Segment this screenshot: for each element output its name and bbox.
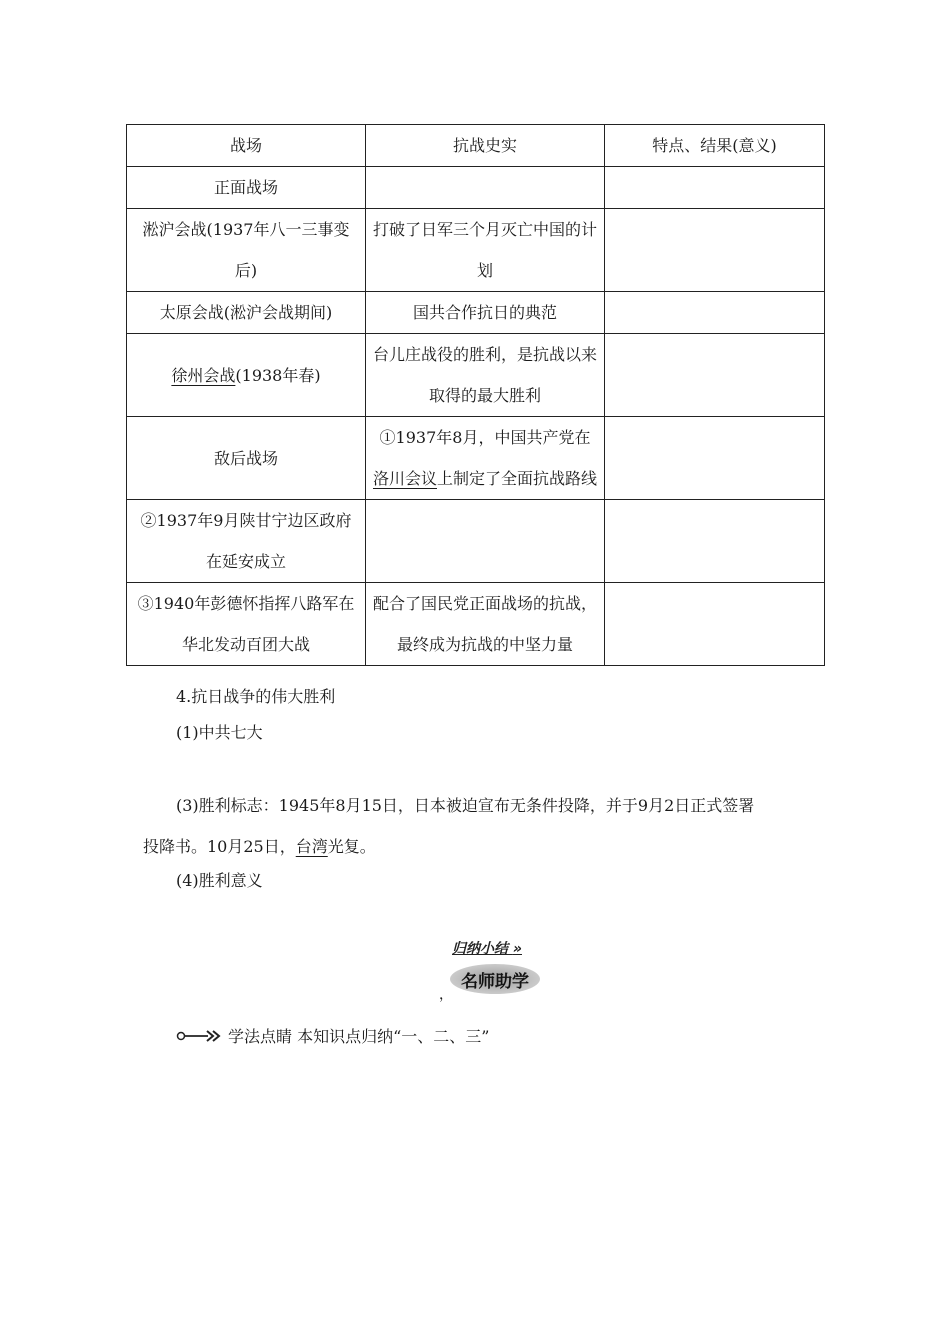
table-cell: 太原会战(淞沪会战期间) bbox=[127, 292, 366, 334]
header-cell: 抗战史实 bbox=[366, 125, 605, 167]
table-cell bbox=[366, 417, 605, 500]
section-item-3-line1: (3)胜利标志：1945年8月15日，日本被迫宣布无条件投降，并于9月2日正式签署 bbox=[176, 796, 755, 815]
table-cell: 淞沪会战(1937年八一三事变后) bbox=[127, 209, 366, 292]
table-cell: 台儿庄战役的胜利，是抗战以来取得的最大胜利 bbox=[366, 334, 605, 417]
table-cell bbox=[605, 334, 825, 417]
table-row bbox=[127, 167, 825, 209]
study-tip-text: 学法点睛 本知识点归纳“一、二、三” bbox=[228, 1027, 490, 1046]
table-cell bbox=[605, 417, 825, 500]
table-row bbox=[127, 209, 825, 292]
table-row bbox=[127, 417, 825, 500]
header-cell: 特点、结果(意义) bbox=[605, 125, 825, 167]
luochuan-meeting-text: 洛川会议 bbox=[372, 469, 437, 488]
table-cell: ②1937年9月陕甘宁边区政府在延安成立 bbox=[127, 500, 366, 583]
summary-title bbox=[452, 938, 522, 958]
table-header-row bbox=[127, 125, 825, 167]
table-cell bbox=[605, 500, 825, 583]
double-chevron-icon: » bbox=[512, 941, 522, 957]
table-cell: 配合了国民党正面战场的抗战，最终成为抗战的中坚力量 bbox=[366, 583, 605, 666]
teacher-help-badge: 名师助学 bbox=[450, 964, 540, 994]
header-cell: 战场 bbox=[127, 125, 366, 167]
battlefield-table bbox=[126, 124, 825, 666]
table-cell bbox=[127, 334, 366, 417]
cell-text: 上制定了全面抗战路线 bbox=[437, 469, 598, 488]
summary-title-text: 归纳小结 bbox=[452, 941, 508, 957]
cell-text: ①1937年8月，中国共产党在 bbox=[379, 428, 591, 447]
table-cell bbox=[366, 500, 605, 583]
table-cell bbox=[605, 292, 825, 334]
table-row bbox=[127, 583, 825, 666]
comma-mark: ， bbox=[439, 987, 453, 1003]
table-cell bbox=[605, 209, 825, 292]
taiwan-text: 台湾 bbox=[295, 837, 328, 856]
text: 光复。 bbox=[327, 837, 376, 856]
table-cell: 敌后战场 bbox=[127, 417, 366, 500]
table-cell: 国共合作抗日的典范 bbox=[366, 292, 605, 334]
table-cell bbox=[605, 167, 825, 209]
section-item-1: (1)中共七大 bbox=[176, 723, 263, 742]
table-row bbox=[127, 500, 825, 583]
table-cell bbox=[366, 167, 605, 209]
table-row bbox=[127, 292, 825, 334]
section-4-title: 4.抗日战争的伟大胜利 bbox=[176, 687, 336, 706]
cell-text: (1938年春) bbox=[235, 365, 321, 385]
table-cell: 正面战场 bbox=[127, 167, 366, 209]
study-tip bbox=[176, 1024, 489, 1047]
table-cell: ③1940年彭德怀指挥八路军在华北发动百团大战 bbox=[127, 583, 366, 666]
table-cell bbox=[605, 583, 825, 666]
table-cell: 打破了日军三个月灭亡中国的计划 bbox=[366, 209, 605, 292]
text: 投降书。10月25日， bbox=[143, 837, 296, 856]
section-item-3-line2 bbox=[143, 834, 376, 857]
arrow-bullet-icon bbox=[176, 1028, 224, 1044]
section-item-4: (4)胜利意义 bbox=[176, 871, 263, 890]
table-row bbox=[127, 334, 825, 417]
xuzhou-battle-link-text: 徐州会战 bbox=[171, 365, 236, 385]
